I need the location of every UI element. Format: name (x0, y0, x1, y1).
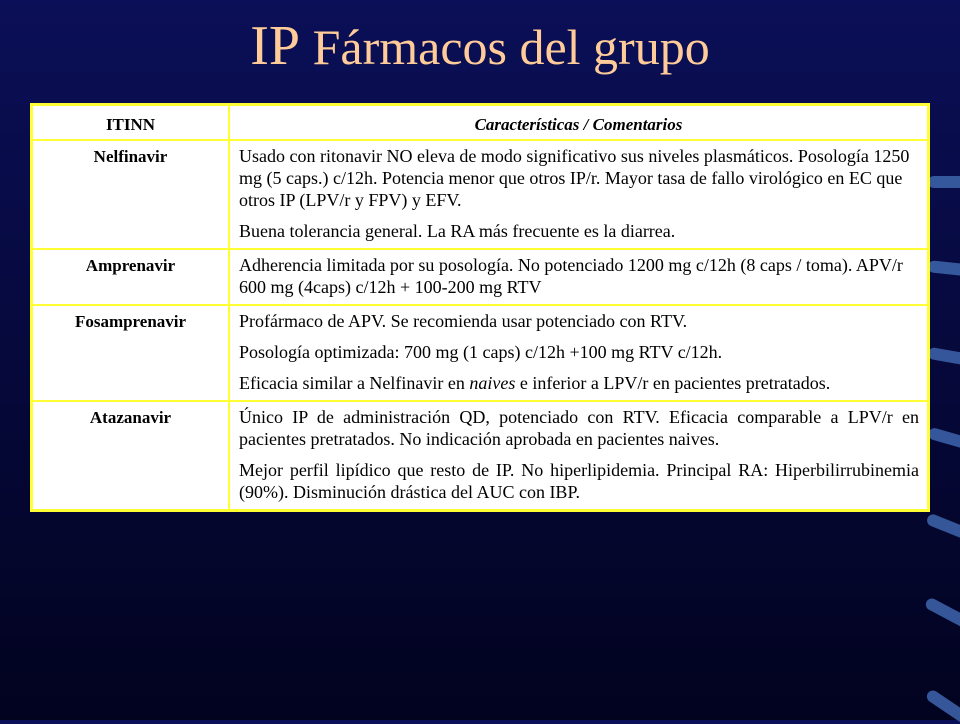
description-paragraph: Único IP de administración QD, potenciado con RTV. Eficacia comparable a LPV/r en pacientes pretratados. No indicación aprobada en pacientes naives. (239, 407, 919, 449)
table-row (32, 140, 929, 249)
drug-name: Amprenavir (32, 249, 230, 305)
drug-description (229, 401, 929, 511)
decorative-stripe (927, 260, 960, 276)
decorative-stripe (924, 596, 960, 627)
description-paragraph: Profármaco de APV. Se recomienda usar potenciado con RTV. (239, 311, 688, 331)
table-header-row (32, 105, 929, 141)
efficacy-text: Eficacia similar a Nelfinavir en (239, 373, 470, 393)
drug-table (30, 103, 930, 512)
drug-description (229, 305, 929, 401)
table-row (32, 249, 929, 305)
drug-name: Nelfinavir (32, 140, 230, 249)
description-paragraph: Usado con ritonavir NO eleva de modo significativo sus niveles plasmáticos. Posología 1250 mg (5 caps.) c/12h. Potencia menor que otros IP/r. Mayor tasa de fallo virológico en EC que otros IP (LPV/r y FPV) y EFV. (239, 146, 910, 210)
drug-description (229, 140, 929, 249)
decorative-stripe (927, 347, 960, 365)
title-prefix: IP (250, 15, 301, 77)
description-paragraph: Posología optimizada: 700 mg (1 caps) c/12h +100 mg RTV c/12h. (239, 342, 723, 362)
efficacy-text: e inferior a LPV/r en pacientes pretratados. (515, 373, 831, 393)
decorative-stripe (928, 176, 960, 188)
decorative-stripe (927, 427, 960, 450)
description-paragraph (239, 372, 919, 394)
description-paragraph: Mejor perfil lipídico que resto de IP. No hiperlipidemia. Principal RA: Hiperbilirrubinemia (90%). Disminución drástica del AUC con IBP. (239, 460, 919, 502)
decorative-stripe (925, 513, 960, 540)
header-characteristics: Características / Comentarios (229, 105, 929, 141)
description-paragraph: Buena tolerancia general. La RA más frecuente es la diarrea. (239, 221, 676, 241)
efficacy-italic: naives (469, 373, 516, 393)
description-paragraph: Adherencia limitada por su posología. No potenciado 1200 mg c/12h (8 caps / toma). APV/r 600 mg (4caps) c/12h + 100-200 mg RTV (239, 255, 903, 297)
table-row (32, 401, 929, 511)
slide-title (0, 8, 960, 85)
decorative-stripe (925, 688, 960, 724)
drug-description (229, 249, 929, 305)
drug-name: Fosamprenavir (32, 305, 230, 401)
drug-name: Atazanavir (32, 401, 230, 511)
header-itinn: ITINN (32, 105, 230, 141)
table-row (32, 305, 929, 401)
title-text: Fármacos del grupo (312, 19, 710, 75)
